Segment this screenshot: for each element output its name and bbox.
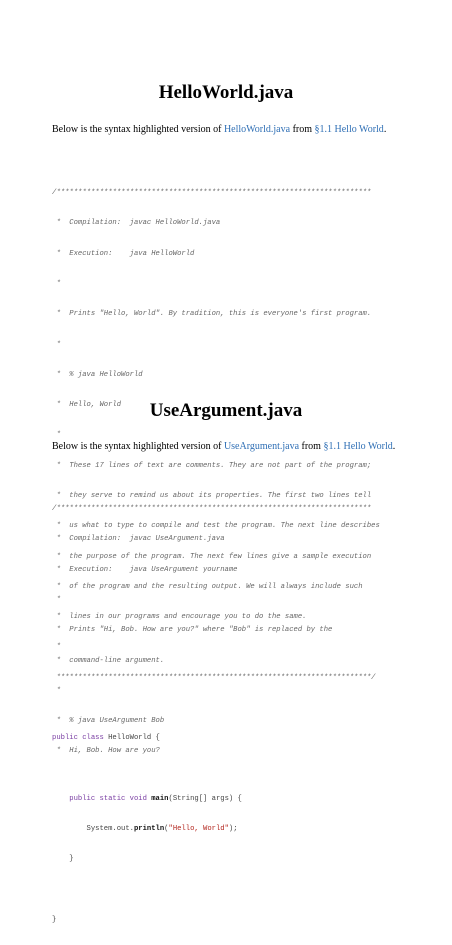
comment-line: * Execution: java HelloWorld <box>52 249 195 258</box>
closing-brace: } <box>52 915 57 924</box>
blank-line <box>52 885 380 895</box>
intro-text: Below is the syntax highlighted version of <box>52 124 224 135</box>
comment-line: * <box>52 643 61 652</box>
comment-line: * Hello, World <box>52 401 122 410</box>
comment-line: /************************************************************************* <box>52 505 372 514</box>
comment-line: * the purpose of the program. The next few lines give a sample execution <box>52 552 372 561</box>
code-line <box>52 824 380 834</box>
comment-line: * <box>52 431 61 440</box>
intro-text: Below is the syntax highlighted version of <box>52 441 224 452</box>
comment-line: * Compilation: javac HelloWorld.java <box>52 219 221 228</box>
code-line <box>52 915 380 925</box>
print-method: println <box>133 825 165 834</box>
method-signature: (String[] args) { <box>168 794 242 803</box>
intro-paragraph <box>52 124 386 135</box>
comment-line: /************************************************************************* <box>52 189 372 198</box>
comment-line: * Compilation: javac UseArgument.java <box>52 535 225 544</box>
closing-brace: } <box>69 855 74 864</box>
method-name: main <box>151 794 169 803</box>
code-line <box>52 854 380 864</box>
keyword: public static void <box>69 794 147 803</box>
paren: ( <box>164 825 169 834</box>
comment-line: * us what to type to compile and test the program. The next line describes <box>52 522 380 531</box>
comment-line: * <box>52 686 61 695</box>
intro-text: from <box>290 124 315 135</box>
comment-line: * % java HelloWorld <box>52 370 143 379</box>
comment-line: * % java UseArgument Bob <box>52 717 165 726</box>
keyword: public class <box>52 734 104 743</box>
file-link[interactable]: UseArgument.java <box>223 441 300 452</box>
comment-line: * Hi, Bob. How are you? <box>52 747 160 756</box>
section-link[interactable]: §1.1 Hello World <box>314 124 384 135</box>
intro-text: . <box>392 441 396 452</box>
intro-paragraph <box>52 441 395 452</box>
comment-line: * they serve to remind us about its properties. The first two lines tell <box>52 492 372 500</box>
comment-line: * <box>52 596 61 605</box>
comment-line: * Prints "Hello, World". By tradition, this is everyone's first program. <box>52 310 372 319</box>
file-link[interactable]: HelloWorld.java <box>223 124 291 135</box>
comment-line: * Prints "Hi, Bob. How are you?" where "Bob" is replaced by the <box>52 626 333 635</box>
comment-line: * <box>52 280 61 289</box>
section-link[interactable]: §1.1 Hello World <box>323 441 393 452</box>
class-declaration: HelloWorld { <box>103 734 160 743</box>
page-title: HelloWorld.java <box>158 82 294 103</box>
section-title: UseArgument.java <box>149 400 303 421</box>
comment-line: * command-line argument. <box>52 656 165 665</box>
paren: ); <box>228 825 238 834</box>
intro-text: from <box>299 441 324 452</box>
comment-line: * of the program and the resulting output. We will always include such <box>52 582 363 591</box>
comment-line: *************************************************************************/ <box>52 673 376 682</box>
comment-line: * These 17 lines of text are comments. They are not part of the program; <box>52 461 372 470</box>
code-line <box>52 794 380 804</box>
comment-line: * Execution: java UseArgument yourname <box>52 565 238 574</box>
code-block <box>52 484 371 777</box>
string-literal: "Hello, World" <box>168 825 229 834</box>
comment-line: * lines in our programs and encourage you to do the same. <box>52 613 307 622</box>
intro-text: . <box>383 124 387 135</box>
comment-line: * <box>52 340 61 349</box>
print-object: System.out. <box>86 825 134 834</box>
